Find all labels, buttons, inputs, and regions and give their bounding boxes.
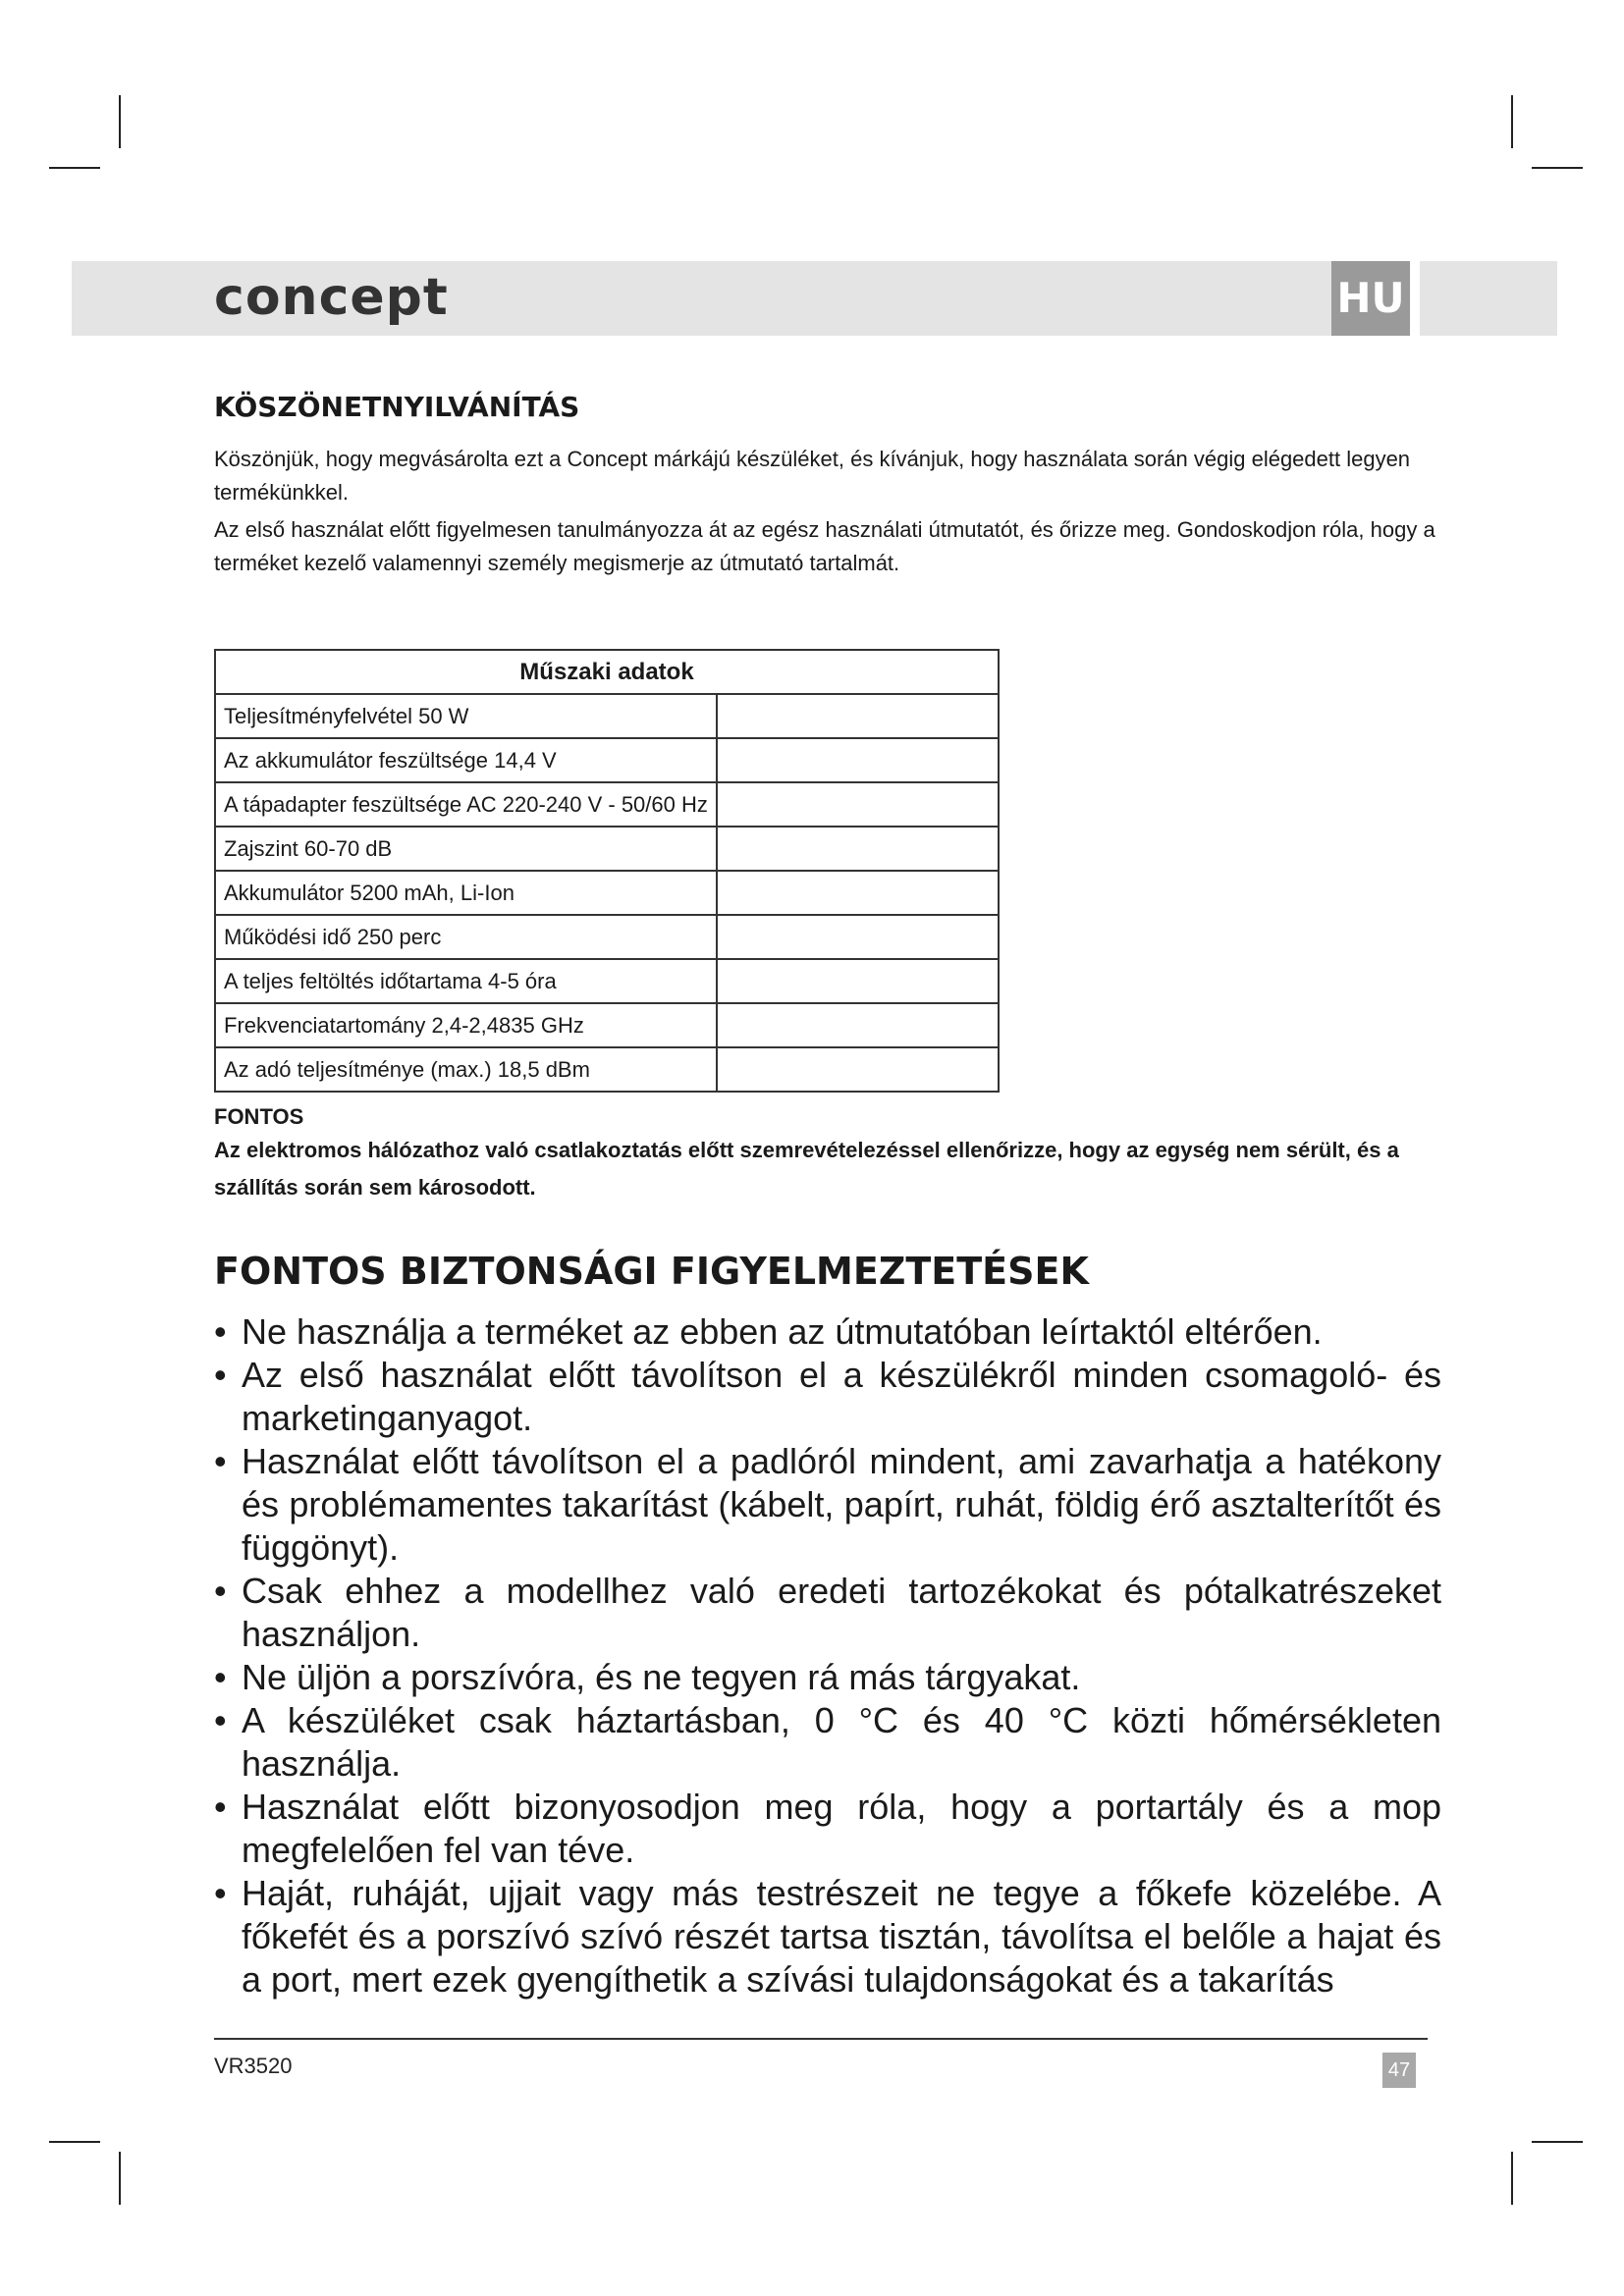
spec-row-text: Az adó teljesítménye (max.) 18,5 dBm <box>224 1056 590 1082</box>
footer-divider <box>214 2038 1428 2040</box>
spec-row-text: Teljesítményfelvétel 50 W <box>224 703 469 728</box>
language-badge: HU <box>1331 261 1410 336</box>
table-row <box>215 694 999 738</box>
crop-mark <box>1511 2152 1513 2205</box>
intro-paragraph: Az első használat előtt figyelmesen tanulmányozza át az egész használati útmutatót, és őrizze meg. Gondoskodjon róla, hogy a terméket kezelő valamennyi személy megismerje az útmutató tartalmát. <box>214 517 1435 575</box>
notice-title: FONTOS <box>214 1104 304 1129</box>
table-cell <box>215 959 717 1003</box>
safety-heading: FONTOS BIZTONSÁGI FIGYELMEZTETÉSEK <box>214 1250 1089 1293</box>
table-cell <box>215 782 717 827</box>
list-item: • Használat előtt bizonyosodjon meg róla, hogy a portartály és a mop megfelelően fel van téve. <box>214 1786 1441 1872</box>
table-cell <box>717 694 999 738</box>
notice-text: Az elektromos hálózathoz való csatlakoztatás előtt szemrevételezéssel ellenőrizze, hogy az egység nem sérült, és a szállítás során sem károsodott. <box>214 1138 1399 1200</box>
spec-row-text: Az akkumulátor feszültsége 14,4 V <box>224 747 557 773</box>
safety-list <box>214 1310 1441 2002</box>
list-item: • Haját, ruháját, ujjait vagy más testrészeit ne tegye a főkefe közelébe. A főkefét és a porszívó szívó részét tartsa tisztán, távolítsa el belőle a hajat és a port, mert ezek gyengíthetik a szívási tulajdonságokat és a takarítás <box>214 1872 1441 2002</box>
table-cell <box>215 827 717 871</box>
table-cell <box>215 1003 717 1047</box>
table-cell <box>717 915 999 959</box>
crop-mark <box>49 2141 100 2143</box>
table-cell <box>717 782 999 827</box>
table-cell <box>717 738 999 782</box>
table-row <box>215 738 999 782</box>
table-cell <box>215 694 717 738</box>
spec-row-text: Zajszint 60-70 dB <box>224 835 393 861</box>
list-item: • Az első használat előtt távolítson el a készülékről minden csomagoló- és marketinganyagot. <box>214 1354 1441 1440</box>
list-item: • Ne használja a terméket az ebben az útmutatóban leírtaktól eltérően. <box>214 1310 1441 1354</box>
important-notice <box>214 1102 1441 1206</box>
table-cell <box>717 871 999 915</box>
list-item: • Használat előtt távolítson el a padlóról mindent, ami zavarhatja a hatékony és problémamentes takarítást (kábelt, papírt, ruhát, földig érő asztalterítőt és függönyt). <box>214 1440 1441 1570</box>
spec-table <box>214 649 1000 1093</box>
brand-logo: concept <box>214 268 449 327</box>
table-row <box>215 871 999 915</box>
list-item: • A készüléket csak háztartásban, 0 °C és 40 °C közti hőmérsékleten használja. <box>214 1699 1441 1786</box>
table-row <box>215 915 999 959</box>
crop-mark <box>1532 167 1583 169</box>
intro-paragraph: Köszönjük, hogy megvásárolta ezt a Concept márkájú készüléket, és kívánjuk, hogy használata során végig elégedett legyen termékünkkel. <box>214 447 1411 505</box>
table-row <box>215 782 999 827</box>
crop-mark <box>1532 2141 1583 2143</box>
table-cell <box>717 1003 999 1047</box>
header-divider <box>1410 261 1420 336</box>
list-item: • Csak ehhez a modellhez való eredeti tartozékokat és pótalkatrészeket használjon. <box>214 1570 1441 1656</box>
crop-mark <box>1511 95 1513 148</box>
spec-row-text: Frekvenciatartomány 2,4-2,4835 GHz <box>224 1012 584 1038</box>
table-cell <box>717 959 999 1003</box>
spec-row-text: A tápadapter feszültsége AC 220-240 V - 50/60 Hz <box>224 791 708 817</box>
table-cell <box>215 738 717 782</box>
spec-row-text: Működési idő 250 perc <box>224 924 442 949</box>
spec-table-header-row <box>215 650 999 694</box>
spec-table-title: Műszaki adatok <box>215 650 999 694</box>
crop-mark <box>119 2152 121 2205</box>
table-cell <box>717 827 999 871</box>
crop-mark <box>49 167 100 169</box>
intro-heading: KÖSZÖNETNYILVÁNÍTÁS <box>214 391 580 423</box>
table-row <box>215 959 999 1003</box>
spec-row-text: Akkumulátor 5200 mAh, Li-Ion <box>224 880 514 905</box>
table-row <box>215 1003 999 1047</box>
table-cell <box>215 915 717 959</box>
intro-section <box>214 391 1441 580</box>
table-cell <box>717 1047 999 1092</box>
table-cell <box>215 1047 717 1092</box>
table-row <box>215 827 999 871</box>
spec-row-text: A teljes feltöltés időtartama 4-5 óra <box>224 968 557 993</box>
page-content <box>214 391 1441 2002</box>
footer-model: VR3520 <box>214 2054 293 2078</box>
crop-mark <box>119 95 121 148</box>
list-item: • Ne üljön a porszívóra, és ne tegyen rá más tárgyakat. <box>214 1656 1441 1699</box>
page-number: 47 <box>1382 2053 1416 2088</box>
table-row <box>215 1047 999 1092</box>
table-cell <box>215 871 717 915</box>
